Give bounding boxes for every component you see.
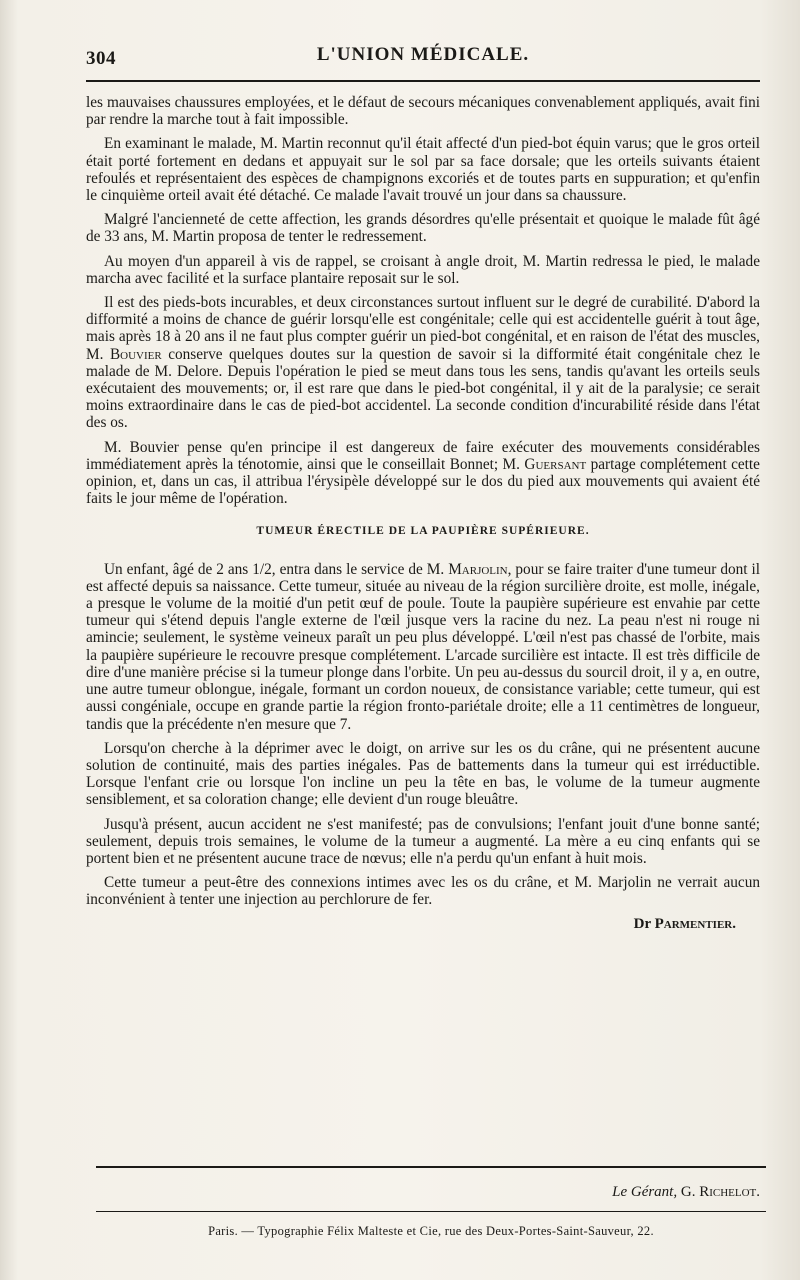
text-run: M. Bouvier pense qu'en principe il est dangereux de faire exécuter des mouvements considérables immédiatement après la ténotomie, ainsi que le conseillait Bonnet; M. [86,438,760,473]
author-name: Marjolin [448,560,508,578]
imprint-rule [96,1211,766,1212]
signature-prefix: Dr [633,915,651,932]
section-title: TUMEUR ÉRECTILE DE LA PAUPIÈRE SUPÉRIEURE. [256,525,590,538]
footer-rule [96,1166,766,1168]
gerant-label: Le Gérant, [612,1184,678,1200]
text-run: partage complétement cette opinion, et, dans un cas, il attribua l'érysipèle développé sur le dos du pied aux mouvements qui avaient été faits le jour même de l'opération. [86,455,760,508]
text-run: Il est des pieds-bots incurables, et deux circonstances surtout influent sur le degré de curabilité. D'abord la difformité a moins de chance de guérir lorsqu'elle est congénitale; celle qui est accidentelle guérit à tout âge, mais après 18 à 20 ans il ne faut plus compter guérir un pied-bot congénital, et en raison de l'état des muscles, M. [86,294,760,363]
signature [86,916,736,933]
text-run: conserve quelques doutes sur la question de savoir si la difformité était congénitale chez le malade de M. Delore. Depuis l'opération le pied se meut dans tous les sens, tandis qu'avant les orteils seuls exécutaient des mouvements; or, il est rare que dans le pied-bot congénital, il y ait de la paralysie; ce serait moins extraordinaire dans le cas de pied-bot accidentel. La seconde condition d'incurabilité réside dans l'état des os. [86,345,761,432]
text-run: Un enfant, âgé de 2 ans 1/2, entra dans le service de M. [104,560,445,578]
paragraph: En examinant le malade, M. Martin reconnut qu'il était affecté d'un pied-bot équin varus; que le gros orteil était porté fortement en dedans et appuyait sur le sol par sa face dorsale; que les orteils suivants étaient refoulés et représentaient des espèces de champignons excoriés et de toutes parts en suppuration; et qu'enfin le cinquième orteil avait été détaché. Ce malade l'avait trouvé un jour dans sa chaussure. [86,135,760,205]
imprint-line: Paris. — Typographie Félix Malteste et Cie, rue des Deux-Portes-Saint-Sauveur, 22. [208,1224,654,1238]
paragraph [86,439,760,508]
running-title: L'UNION MÉDICALE. [316,44,530,65]
article-body [86,94,760,933]
text-run: , pour se faire traiter d'une tumeur dont il est affecté depuis sa naissance. Cette tumeur, située au niveau de la région surcilière droite, est molle, inégale, a presque le volume de la moitié d'un petit œuf de poule. Toute la paupière supérieure est envahie par cette tumeur qui s'étend depuis l'angle externe de l'œil jusque vers la racine du nez. La peau n'est ni rouge ni amincie; seulement, le système veineux paraît un peu plus développé. L'œil n'est pas chassé de l'orbite, mais la paupière supérieure le recouvre presque complétement. L'arcade surcilière est intacte. Il est très difficile de dire d'une manière précise si la tumeur plonge dans l'orbite. Un peu au-dessus du sourcil droit, il y a, en outre, une autre tumeur oblongue, inégale, formant un cordon noueux, de consistance variable; cette tumeur, qui est aussi congéniale, occupe en grande partie la région fronto-pariétale droite; elle a 11 centimètres de longueur, tandis que la précédente n'en mesure que 7. [86,560,760,733]
author-name: Guersant [524,455,587,473]
author-name: Bouvier [109,345,162,363]
gerant-name: G. Richelot. [680,1184,760,1200]
paragraph: Jusqu'à présent, aucun accident ne s'est manifesté; pas de convulsions; l'enfant jouit d'une bonne santé; seulement, depuis trois semaines, le volume de la tumeur a augmenté. La mère a eu cinq enfants qui se portent bien et ne présentent aucune trace de nœvus; elle n'a perdu qu'un enfant à huit mois. [86,815,760,867]
signature-name: Parmentier. [654,915,736,932]
gerant-line [96,1184,760,1201]
paragraph: Lorsqu'on cherche à la déprimer avec le doigt, on arrive sur les os du crâne, qui ne présentent aucune solution de continuité, mais des parties inégales. Pas de battements dans la tumeur qui est irréductible. Lorsque l'enfant crie ou lorsque l'on incline un peu la tête en bas, le volume de la tumeur augmente sensiblement, et sa coloration change; elle devient d'un rouge bleuâtre. [86,739,760,809]
paragraph: Malgré l'ancienneté de cette affection, les grands désordres qu'elle présentait et quoique le malade fût âgé de 33 ans, M. Martin proposa de tenter le redressement. [86,211,760,246]
paragraph [86,294,760,432]
paragraph: Au moyen d'un appareil à vis de rappel, se croisant à angle droit, M. Martin redressa le pied, le malade marcha avec facilité et la surface plantaire reposait sur le sol. [86,252,760,287]
paragraph: Cette tumeur a peut-être des connexions intimes avec les os du crâne, et M. Marjolin ne verrait aucun inconvénient à tenter une injection au perchlorure de fer. [86,874,760,909]
paragraph [86,561,760,733]
paragraph: les mauvaises chaussures employées, et le défaut de secours mécaniques convenablement appliqués, avait fini par rendre la marche tout à fait impossible. [86,94,760,129]
page-number: 304 [86,48,116,69]
page-header [86,40,760,80]
page-footer [96,1166,766,1239]
header-rule [86,80,760,82]
